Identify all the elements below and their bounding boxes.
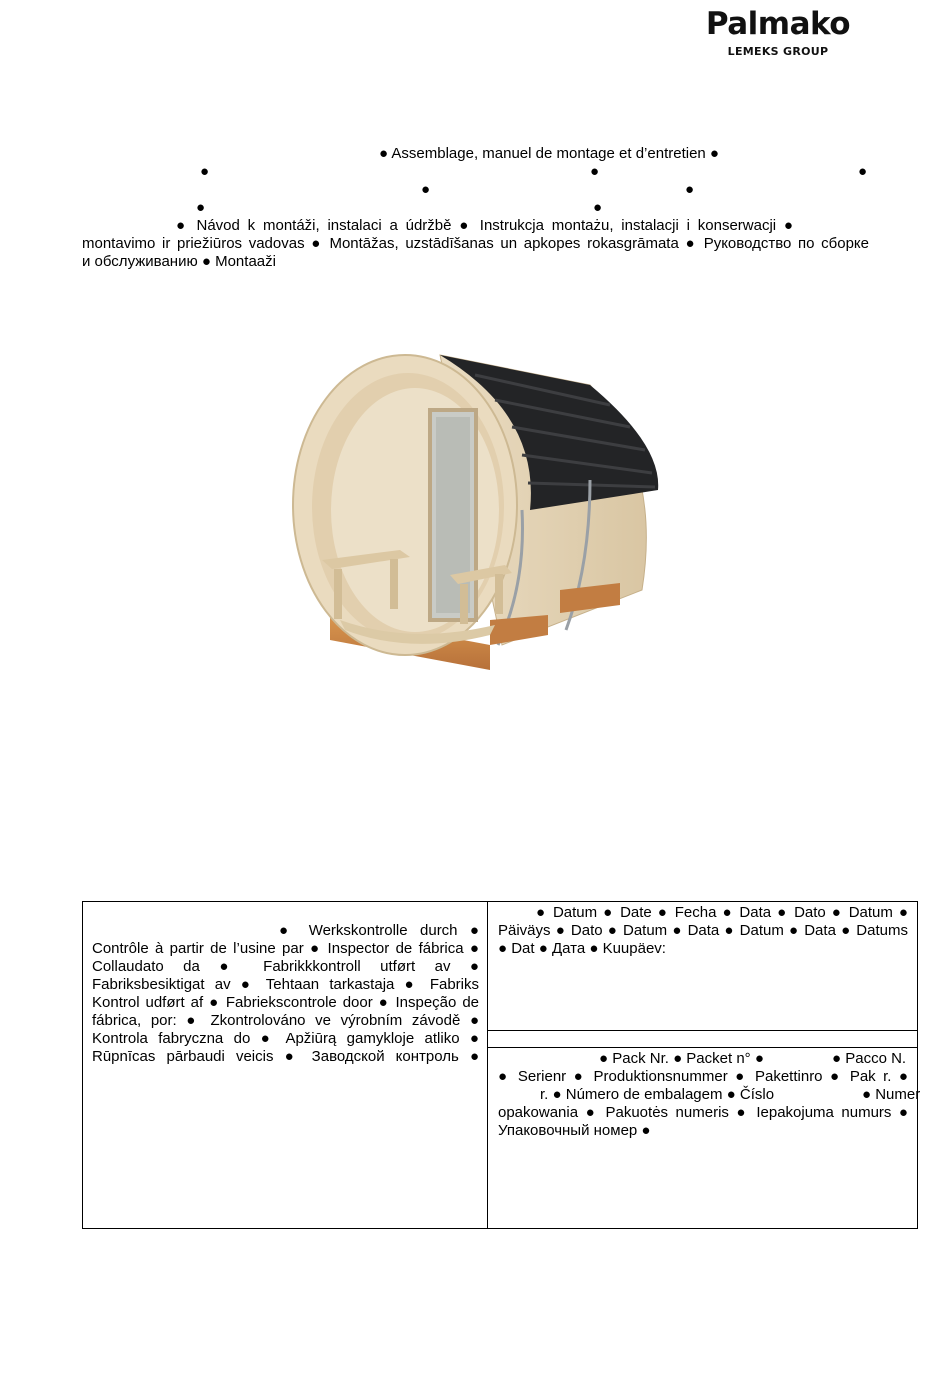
date-pack-cell <box>488 902 921 1228</box>
factory-control-table <box>82 901 921 1229</box>
date-text: Päiväys ● Dato ● Datum ● Data ● Datum ● Data ● Datums <box>498 922 908 939</box>
factory-control-text: Rūpnīcas pārbaudi veicis ● Заводской контроль ● <box>92 1048 479 1065</box>
bullet: ● <box>858 163 868 180</box>
pack-text: ● Numer <box>862 1086 921 1103</box>
bullet: ● <box>685 181 695 198</box>
logo-brand: Palmako <box>705 6 851 42</box>
factory-control-text: Contrôle à partir de l’usine par ● Inspector de fábrica ● <box>92 940 479 957</box>
pack-text: r. ● Número de embalagem ● Číslo <box>540 1086 775 1103</box>
title-line-5: ● Návod k montáži, instalaci a údržbě ● Instrukcja montażu, instalacji i konserwacji ● <box>176 217 793 234</box>
factory-control-text: ● Werkskontrolle durch ● <box>279 922 479 939</box>
date-text: ● Dat ● Дата ● Kuupäev: <box>498 940 666 957</box>
factory-control-text: fábrica, por: ● Zkontrolováno ve výrobním závodě ● <box>92 1012 479 1029</box>
factory-control-text: Collaudato da ● Fabrikkkontroll utført av ● <box>92 958 479 975</box>
date-text: ● Datum ● Date ● Fecha ● Data ● Dato ● Datum ● <box>536 904 908 921</box>
title-line-1: ● Assemblage, manuel de montage et d’entretien ● <box>379 145 719 162</box>
bullet: ● <box>593 199 603 216</box>
pack-text: ● Pacco N. <box>832 1050 907 1067</box>
bullet: ● <box>421 181 431 198</box>
title-line-7: и обслуживанию ● Montaaži <box>82 253 276 270</box>
factory-control-text: Fabriksbesiktigat av ● Tehtaan tarkastaja ● Fabriks <box>92 976 479 993</box>
title-line-6: montavimo ir priežiūros vadovas ● Montāžas, uzstādīšanas un apkopes rokasgrāmata ● Руководство по сборке <box>82 235 869 252</box>
barrel-sauna-image <box>290 345 670 675</box>
pack-text: ● Pack Nr. ● Packet n° ● <box>599 1050 764 1067</box>
palmako-logo <box>684 6 872 62</box>
bullet: ● <box>200 163 210 180</box>
pack-text: opakowania ● Pakuotės numeris ● Iepakojuma numurs ● <box>498 1104 908 1121</box>
factory-control-text: Kontrola fabryczna do ● Apžiūrą gamykloje atliko ● <box>92 1030 479 1047</box>
factory-control-cell <box>83 902 488 1228</box>
cell-divider <box>488 1047 917 1048</box>
cell-divider <box>488 1030 917 1031</box>
logo-group: LEMEKS GROUP <box>727 45 829 58</box>
pack-text: Упаковочный номер ● <box>498 1122 651 1139</box>
factory-control-text: Kontrol udført af ● Fabriekscontrole door ● Inspeção de <box>92 994 479 1011</box>
bullet: ● <box>590 163 600 180</box>
pack-text: ● Serienr ● Produktionsnummer ● Pakettinro ● Pak r. ● <box>498 1068 908 1085</box>
bullet: ● <box>196 199 206 216</box>
